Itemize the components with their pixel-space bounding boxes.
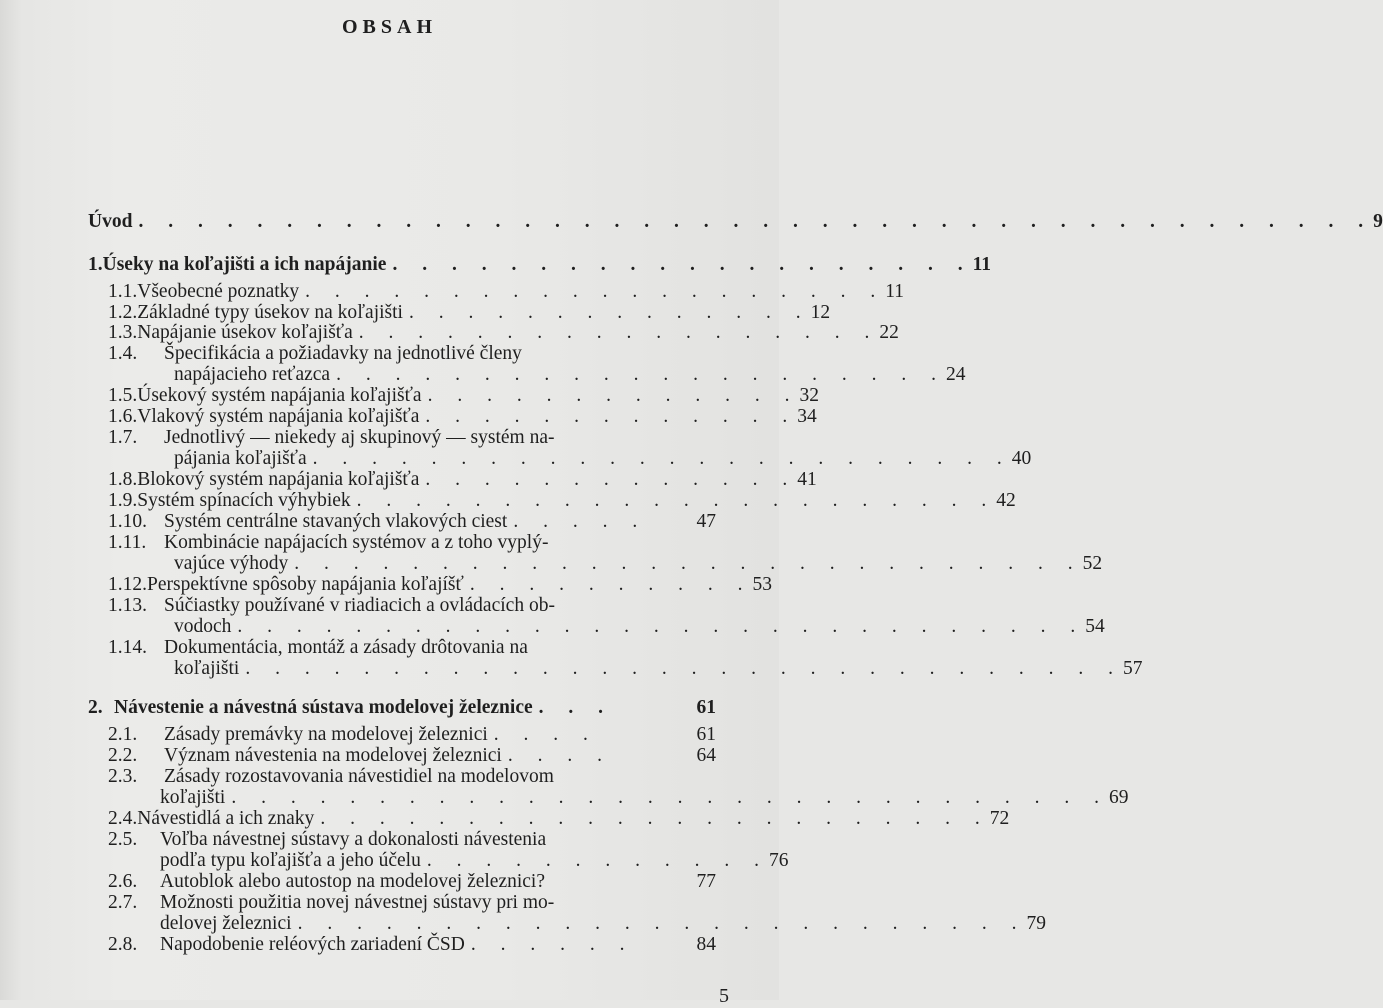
entry-page: 22 xyxy=(879,322,899,343)
leader-dots: . . . . xyxy=(493,724,598,745)
toc-entry-uvod xyxy=(88,211,1383,235)
toc-entry-continuation xyxy=(174,658,1143,682)
entry-text: Dokumentácia, montáž a zásady drôtovania na xyxy=(164,637,528,658)
entry-page: 40 xyxy=(1011,448,1032,469)
entry-page: 64 xyxy=(696,745,716,766)
entry-page: 84 xyxy=(696,934,716,955)
leader-dots: . . . . . . . . . . . . . . . . . . . . xyxy=(305,281,886,302)
entry-text: Možnosti použitia novej návestnej sústavy pri mo- xyxy=(160,892,555,913)
entry-number: 1.2. xyxy=(108,302,138,323)
entry-number: 1.3. xyxy=(108,322,138,343)
leader-dots: . . . . . . . . . . . . . . . . . . xyxy=(358,322,880,343)
entry-text: Systém spínacích výhybiek xyxy=(137,490,351,511)
leader-dots: . . . . . . . . . . . . . . . . . . . . . . . . . . . . . . . . . . . . . . . . . . xyxy=(138,211,1374,232)
entry-page: 9 xyxy=(1373,211,1383,232)
entry-text: Napájanie úsekov koľajišťa xyxy=(137,322,353,343)
entry-text: Perspektívne spôsoby napájania koľajíšť xyxy=(147,574,464,595)
page-number: 5 xyxy=(719,985,729,1007)
entry-number: 1.11. xyxy=(108,532,147,553)
entry-text: Návestenie a návestná sústava modelovej železnice xyxy=(114,697,533,718)
entry-number: 1.6. xyxy=(108,406,138,427)
entry-number: 1.5. xyxy=(108,385,138,406)
entry-number: 1.4. xyxy=(108,343,138,364)
leader-dots: . . . . . . . . . . . . . . . . . . . . . . xyxy=(356,490,997,511)
leader-dots: . . . . . . . . . . . . . . . . . . . . . xyxy=(336,364,946,385)
entry-text: Blokový systém napájania koľajišťa xyxy=(137,469,420,490)
entry-text: Napodobenie reléových zariadení ČSD xyxy=(160,934,465,955)
entry-number: 1.12. xyxy=(108,574,147,595)
entry-text: Všeobecné poznatky xyxy=(137,281,300,302)
leader-dots: . . . . . . . . . . . . . xyxy=(427,385,800,406)
entry-page: 41 xyxy=(797,469,817,490)
entry-page: 52 xyxy=(1082,553,1103,574)
page-title: OBSAH xyxy=(341,16,438,38)
entry-text: Autoblok alebo autostop na modelovej železnici? xyxy=(160,871,546,892)
entry-text-cont: podľa typu koľajišťa a jeho účelu xyxy=(160,850,421,871)
entry-text: Úsekový systém napájania koľajišťa xyxy=(137,385,422,406)
entry-text: Súčiastky používané v riadiacich a ovládacích ob- xyxy=(164,595,555,616)
entry-text: Základné typy úsekov na koľajišti xyxy=(137,302,403,323)
entry-text: Úseky na koľajišti a ich napájanie xyxy=(102,254,387,275)
entry-text-cont: koľajišti xyxy=(160,787,226,808)
leader-dots: . . . . . . . . . . . . . . . . . . . . . . . . . . . . . . xyxy=(231,787,1109,808)
leader-dots: . . . . . . . . . . . . . . . . . . . . . . . . . . . xyxy=(294,553,1083,574)
toc-entry xyxy=(108,934,716,958)
entry-text: Vlakový systém napájania koľajišťa xyxy=(137,406,420,427)
entry-page: 32 xyxy=(799,385,819,406)
entry-number: 2.8. xyxy=(108,934,138,955)
leader-dots: . . . . . . . . . . . . . . . . . . . . xyxy=(392,254,973,275)
entry-page: 11 xyxy=(885,281,905,302)
entry-text: Návestidlá a ich znaky xyxy=(137,808,315,829)
entry-page: 11 xyxy=(972,254,991,275)
leader-dots: . . . . . . . . . . . . . . xyxy=(408,302,811,323)
leader-dots: . . . xyxy=(538,697,614,718)
entry-page: 69 xyxy=(1108,787,1129,808)
entry-text: Kombinácie napájacích systémov a z toho vyplý- xyxy=(164,532,549,553)
entry-number: 1.1. xyxy=(108,281,138,302)
entry-number: 2.4. xyxy=(108,808,138,829)
entry-number: 1.13. xyxy=(108,595,147,616)
leader-dots: . . . . . . . . . . . . . . . . . . . . . . . . . xyxy=(297,913,1027,934)
entry-number: 2.2. xyxy=(108,745,138,766)
entry-number: 2.6. xyxy=(108,871,138,892)
entry-page: 34 xyxy=(797,406,817,427)
leader-dots: . . . . . . . . . . xyxy=(469,574,753,595)
leader-dots: . . . . . . . . . . . . xyxy=(426,850,769,871)
leader-dots: . . . . . . . . . . . . . xyxy=(425,406,798,427)
entry-text-cont: delovej železnici xyxy=(160,913,292,934)
entry-page: 77 xyxy=(696,871,716,892)
entry-text: Jednotlivý — niekedy aj skupinový — systém na- xyxy=(164,427,555,448)
entry-text: Úvod xyxy=(88,211,133,232)
entry-number: 2.3. xyxy=(108,766,138,787)
entry-page: 47 xyxy=(696,511,716,532)
entry-number: 2.1. xyxy=(108,724,138,745)
leader-dots: . . . . . . . . . . . . . xyxy=(425,469,798,490)
entry-number: 1.8. xyxy=(108,469,138,490)
entry-text: Špecifikácia a požiadavky na jednotlivé členy xyxy=(164,343,522,364)
entry-page: 24 xyxy=(945,364,966,385)
entry-number: 1.14. xyxy=(108,637,147,658)
entry-number: 1.9. xyxy=(108,490,138,511)
entry-page: 61 xyxy=(696,697,716,718)
entry-text: Zásady premávky na modelovej železnici xyxy=(164,724,488,745)
entry-page: 61 xyxy=(696,724,716,745)
entry-number: 2.5. xyxy=(108,829,138,850)
entry-page: 79 xyxy=(1026,913,1046,934)
entry-page: 54 xyxy=(1085,616,1105,637)
entry-text-cont: pájania koľajišťa xyxy=(174,448,307,469)
entry-text: Voľba návestnej sústavy a dokonalosti návestenia xyxy=(160,829,547,850)
leader-dots: . . . . . . . . . . . . . . . . . . . . . . . . . . . . . xyxy=(237,616,1086,637)
leader-dots: . . . . . . . . . . . . . . . . . . . . . . . . . . . . . . xyxy=(245,658,1123,679)
entry-number: 1. xyxy=(88,254,103,275)
leader-dots: . . . . . . xyxy=(470,934,635,955)
entry-page: 57 xyxy=(1122,658,1143,679)
leader-dots: . . . . . . . . . . . . . . . . . . . . . . . . xyxy=(312,448,1012,469)
entry-text-cont: vajúce výhody xyxy=(174,553,289,574)
leader-dots: . . . . . . . . . . . . . . . . . . . . . . . xyxy=(320,808,990,829)
toc-entry-chapter-1 xyxy=(88,254,991,278)
entry-page: 42 xyxy=(996,490,1016,511)
entry-text-cont: vodoch xyxy=(174,616,232,637)
entry-number: 1.10. xyxy=(108,511,147,532)
entry-text-cont: napájacieho reťazca xyxy=(174,364,331,385)
entry-page: 72 xyxy=(989,808,1010,829)
leader-dots: . . . . . xyxy=(513,511,648,532)
entry-text: Systém centrálne stavaných vlakových ciest xyxy=(164,511,508,532)
entry-number: 1.7. xyxy=(108,427,138,448)
leader-dots: . . . . xyxy=(507,745,612,766)
entry-text-cont: koľajišti xyxy=(174,658,240,679)
entry-number: 2. xyxy=(88,697,103,718)
entry-page: 12 xyxy=(810,302,831,323)
entry-number: 2.7. xyxy=(108,892,138,913)
entry-text: Význam návestenia na modelovej železnici xyxy=(164,745,502,766)
entry-text: Zásady rozostavovania návestidiel na modelovom xyxy=(164,766,554,787)
entry-page: 53 xyxy=(752,574,772,595)
toc-entry-chapter-2 xyxy=(88,697,716,721)
entry-page: 76 xyxy=(768,850,789,871)
